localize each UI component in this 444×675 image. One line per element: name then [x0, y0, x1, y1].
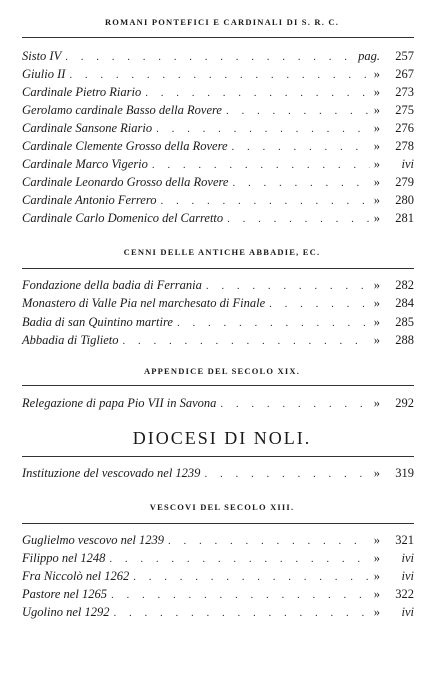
- entry-title: Guglielmo vescovo nel 1239: [22, 533, 164, 547]
- entry-prefix: »: [373, 396, 380, 410]
- entry-page: 257: [395, 49, 414, 63]
- entry-title: Instituzione del vescovado nel 1239: [22, 466, 201, 480]
- entry-prefix: »: [373, 139, 380, 153]
- entry-page: 279: [395, 175, 414, 189]
- entry-title: Cardinale Clemente Grosso della Rovere: [22, 139, 228, 153]
- entry-page: 267: [395, 67, 414, 81]
- entry-prefix: »: [373, 569, 380, 583]
- diocese-title: DIOCESI DI NOLI.: [132, 428, 312, 448]
- entry-page: 275: [395, 103, 414, 117]
- divider: [22, 37, 414, 38]
- entry-title: Badia di san Quintino martire: [22, 315, 173, 329]
- toc-entry: [22, 333, 414, 349]
- entry-page: 273: [395, 85, 414, 99]
- entry-title: Filippo nel 1248: [22, 551, 106, 565]
- entry-title: Fondazione della badia di Ferrania: [22, 278, 202, 292]
- entry-title: Monastero di Valle Pia nel marchesato di Finale: [22, 296, 266, 310]
- dot-leader: [226, 105, 370, 117]
- section-title: VESCOVI DEL SECOLO XIII.: [149, 502, 295, 512]
- entry-prefix: »: [373, 157, 380, 171]
- dot-leader: [232, 141, 370, 153]
- toc-entry: [22, 533, 414, 549]
- entry-title: Sisto IV: [22, 49, 62, 63]
- entry-title: Abbadia di Tiglieto: [22, 333, 119, 347]
- toc-entry: [22, 466, 414, 482]
- toc-entry: [22, 85, 414, 101]
- toc-entry: [22, 157, 414, 173]
- toc-entry: [22, 551, 414, 567]
- divider: [22, 268, 414, 269]
- dot-leader: [123, 335, 370, 347]
- entry-prefix: »: [373, 278, 380, 292]
- entry-title: Cardinale Marco Vigerio: [22, 157, 148, 171]
- dot-leader: [111, 589, 370, 601]
- entry-title: Relegazione di papa Pio VII in Savona: [22, 396, 217, 410]
- entry-title: Ugolino nel 1292: [22, 605, 110, 619]
- entry-page: 284: [395, 296, 414, 310]
- entry-page: 280: [395, 193, 414, 207]
- entry-page: 322: [395, 587, 414, 601]
- entry-page: ivi: [401, 551, 414, 565]
- entry-page: 319: [395, 466, 414, 480]
- entry-page: 288: [395, 333, 414, 347]
- dot-leader: [204, 468, 369, 480]
- entry-page: 276: [395, 121, 414, 135]
- dot-leader: [152, 159, 370, 171]
- toc-entry: [22, 103, 414, 119]
- entry-prefix: »: [373, 533, 380, 547]
- entry-prefix: »: [373, 67, 380, 81]
- divider: [22, 523, 414, 524]
- dot-leader: [156, 123, 370, 135]
- dot-leader: [109, 553, 369, 565]
- toc-entry: [22, 67, 414, 83]
- entry-prefix: »: [373, 193, 380, 207]
- dot-leader: [206, 280, 370, 292]
- toc-entry: [22, 587, 414, 603]
- entry-prefix: »: [373, 296, 380, 310]
- dot-leader: [69, 69, 369, 81]
- toc-entry: [22, 278, 414, 294]
- entry-prefix: »: [373, 211, 380, 225]
- toc-entry: [22, 211, 414, 227]
- entry-prefix: »: [373, 605, 380, 619]
- toc-entry: [22, 175, 414, 191]
- entry-prefix: »: [373, 466, 380, 480]
- entry-page: 285: [395, 315, 414, 329]
- dot-leader: [133, 571, 369, 583]
- entry-title: Cardinale Carlo Domenico del Carretto: [22, 211, 224, 225]
- dot-leader: [177, 317, 370, 329]
- dot-leader: [232, 177, 369, 189]
- section-title: APPENDICE DEL SECOLO XIX.: [143, 366, 301, 376]
- divider: [22, 385, 414, 386]
- entry-title: Giulio II: [22, 67, 66, 81]
- entry-title: Gerolamo cardinale Basso della Rovere: [22, 103, 222, 117]
- toc-entry: [22, 49, 414, 65]
- dot-leader: [114, 607, 370, 619]
- entry-page: 292: [395, 396, 414, 410]
- entry-title: Pastore nel 1265: [22, 587, 107, 601]
- toc-entry: [22, 121, 414, 137]
- dot-leader: [220, 398, 369, 410]
- entry-prefix: »: [373, 103, 380, 117]
- dot-leader: [227, 213, 370, 225]
- toc-entry: [22, 396, 414, 412]
- entry-page: 321: [395, 533, 414, 547]
- entry-prefix: »: [373, 85, 380, 99]
- toc-entry: [22, 139, 414, 155]
- toc-entry: [22, 315, 414, 331]
- entry-page: 281: [395, 211, 414, 225]
- entry-prefix: »: [373, 121, 380, 135]
- entry-page: 282: [395, 278, 414, 292]
- entry-prefix: pag.: [358, 49, 380, 63]
- entry-page: ivi: [401, 569, 414, 583]
- dot-leader: [145, 87, 370, 99]
- entry-prefix: »: [373, 333, 380, 347]
- toc-entry: [22, 569, 414, 585]
- toc-entry: [22, 193, 414, 209]
- dot-leader: [168, 535, 370, 547]
- entry-prefix: »: [373, 551, 380, 565]
- entry-title: Cardinale Leonardo Grosso della Rovere: [22, 175, 229, 189]
- section-title: ROMANI PONTEFICI E CARDINALI DI S. R. C.: [104, 17, 340, 27]
- entry-title: Cardinale Pietro Riario: [22, 85, 142, 99]
- toc-entry: [22, 296, 414, 312]
- dot-leader: [161, 195, 370, 207]
- entry-title: Fra Niccolò nel 1262: [22, 569, 130, 583]
- entry-title: Cardinale Antonio Ferrero: [22, 193, 157, 207]
- entry-title: Cardinale Sansone Riario: [22, 121, 153, 135]
- entry-page: ivi: [401, 605, 414, 619]
- dot-leader: [269, 298, 370, 310]
- entry-page: 278: [395, 139, 414, 153]
- divider: [22, 456, 414, 457]
- dot-leader: [65, 51, 354, 63]
- section-title: CENNI DELLE ANTICHE ABBADIE, EC.: [123, 247, 321, 257]
- entry-prefix: »: [373, 175, 380, 189]
- entry-prefix: »: [373, 315, 380, 329]
- entry-prefix: »: [373, 587, 380, 601]
- entry-page: ivi: [401, 157, 414, 171]
- toc-entry: [22, 605, 414, 621]
